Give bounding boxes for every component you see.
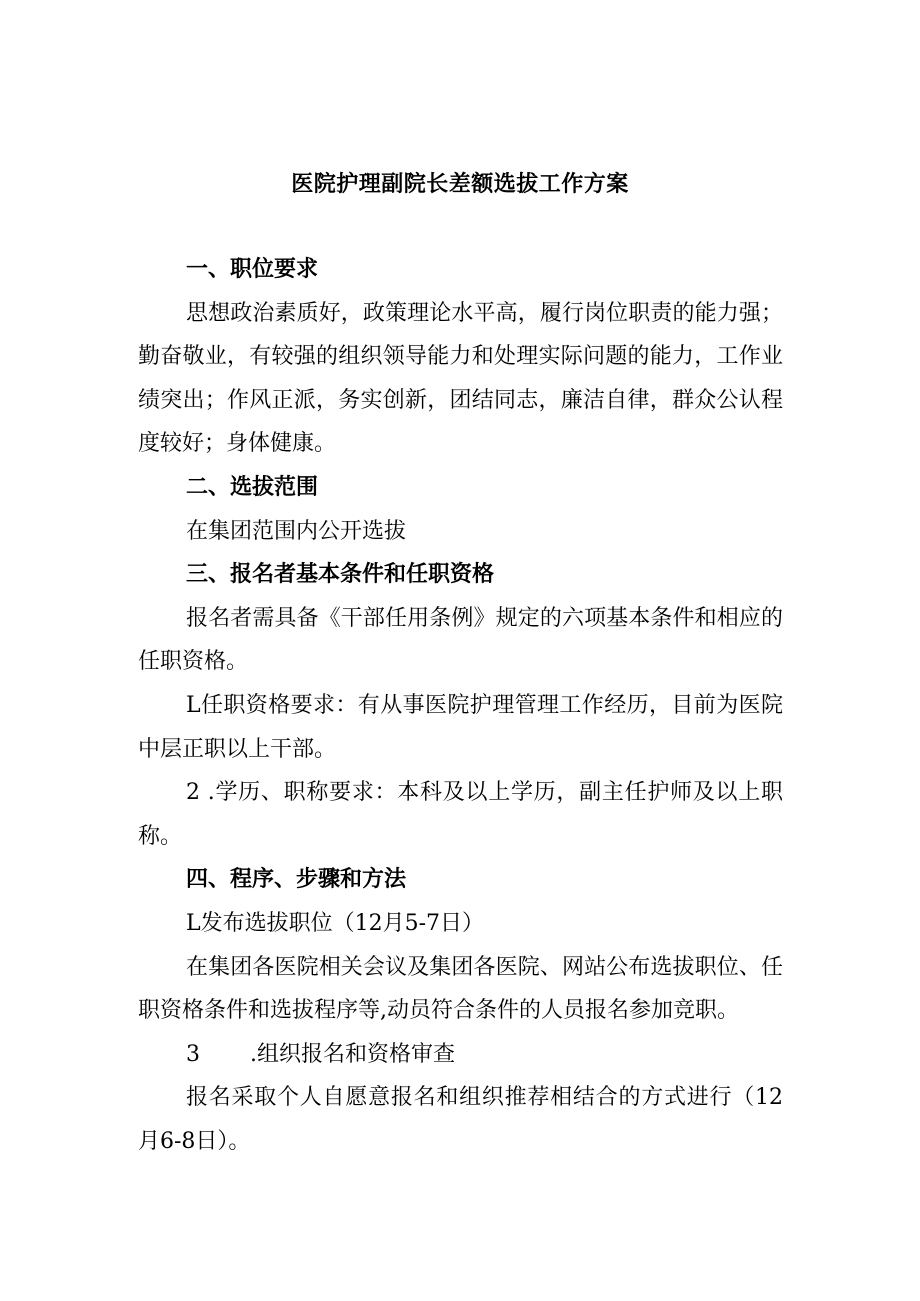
- step-number: 3: [186, 1041, 200, 1067]
- document-body: [138, 248, 783, 1163]
- paragraph-education-requirements: 2 .学历、职称要求：本科及以上学历，副主任护师及以上职称。: [138, 780, 783, 849]
- paragraph-registration-method: 报名采取个人自愿意报名和组织推荐相结合的方式进行（12月6-8日）。: [138, 1085, 783, 1154]
- section-heading-2: 二、选拔范围: [186, 474, 319, 500]
- paragraph-position-requirements: 思想政治素质好，政策理论水平高，履行岗位职责的能力强；勤奋敬业，有较强的组织领导能力和处理实际问题的能力，工作业绩突出；作风正派，务实创新，团结同志，廉洁自律，群众公认程度较好；身体健康。: [138, 300, 783, 457]
- paragraph-publish-details: 在集团各医院相关会议及集团各医院、网站公布选拔职位、任职资格条件和选拔程序等,动员符合条件的人员报名参加竞职。: [138, 954, 783, 1024]
- section-heading-3: 三、报名者基本条件和任职资格: [186, 562, 495, 588]
- document-title: 医院护理副院长差额选拔工作方案: [291, 172, 629, 197]
- paragraph-basic-conditions: 报名者需具备《干部任用条例》规定的六项基本条件和相应的任职资格。: [138, 605, 783, 675]
- paragraph-qualification-requirements: L任职资格要求：有从事医院护理管理工作经历，目前为医院中层正职以上干部。: [138, 692, 783, 762]
- paragraph-publish-positions: L发布选拔职位（12月5-7日）: [186, 910, 485, 936]
- section-heading-1: 一、职位要求: [186, 257, 319, 282]
- paragraph-selection-scope: 在集团范围内公开选拔: [186, 518, 407, 544]
- paragraph-registration-review: [138, 1033, 783, 1077]
- section-heading-4: 四、程序、步骤和方法: [186, 867, 407, 893]
- step-text: .组织报名和资格审查: [250, 1041, 455, 1067]
